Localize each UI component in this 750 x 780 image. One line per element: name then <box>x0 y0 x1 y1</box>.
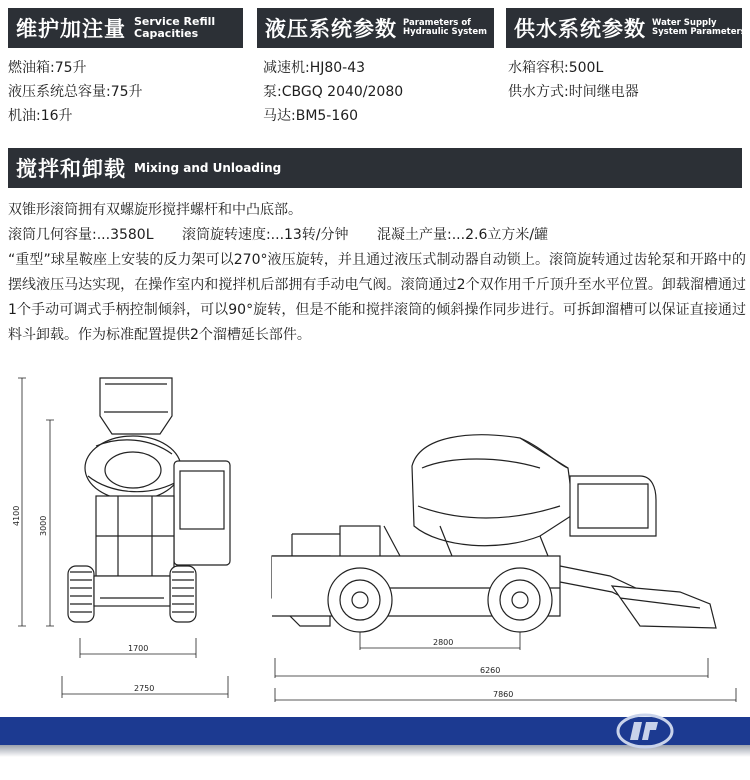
hydraulic-item-reducer: 减速机:HJ80-43 <box>263 60 366 76</box>
hydraulic-list <box>263 56 403 128</box>
mixing-intro: 双锥形滚筒拥有双螺旋形搅拌螺杆和中凸底部。 <box>8 202 302 218</box>
refill-title: 维护加注量 <box>16 17 126 41</box>
water-title: 供水系统参数 <box>514 17 646 41</box>
water-item-supply: 供水方式:时间继电器 <box>508 84 639 100</box>
water-list <box>508 56 639 104</box>
refill-item-oil: 机油:16升 <box>8 108 73 124</box>
dim-overall-length: 7860 <box>493 690 514 699</box>
dim-overall-width: 2750 <box>134 684 155 693</box>
hydraulic-item-motor: 马达:BM5-160 <box>263 108 359 124</box>
mixing-specs <box>8 223 746 248</box>
brand-logo-icon <box>616 712 674 750</box>
refill-title-en-line1: Service Refill <box>134 15 216 28</box>
refill-item-hydraulic: 液压系统总容量:75升 <box>8 84 143 100</box>
water-title-en <box>652 19 746 38</box>
side-view <box>272 435 736 702</box>
hydraulic-title-en <box>403 19 487 38</box>
water-title-en-line1: Water Supply <box>652 17 717 28</box>
refill-title-en <box>134 16 215 40</box>
dim-track-width: 1700 <box>128 644 149 653</box>
dim-body-length: 6260 <box>480 666 501 675</box>
mixing-body: “重型”球星鞍座上安装的反力架可以270°液压旋转，并且通过液压式制动器自动锁上。滚筒旋转通过齿轮泵和开路中的摆线液压马达实现，在操作室内和搅拌机后部拥有手动电气阀。滚筒通过2个双作用千斤顶升至水平位置。卸载溜槽通过1个手动可调式手柄控制倾斜，可以90°旋转，但是不能和搅拌滚筒的倾斜操作同步进行。可拆卸溜槽可以保证直接通过料斗卸载。作为标准配置提供2个溜槽延长部件。 <box>8 252 746 343</box>
mixing-title: 搅拌和卸载 <box>16 157 126 181</box>
mixer-technical-drawing <box>0 376 750 716</box>
refill-list <box>8 56 143 128</box>
mixing-header <box>8 148 742 188</box>
hydraulic-title: 液压系统参数 <box>265 17 397 41</box>
water-title-en-line2: System Parameters <box>652 27 746 37</box>
refill-header <box>8 8 243 48</box>
water-header <box>506 8 746 48</box>
water-item-tank: 水箱容积:500L <box>508 60 604 76</box>
mixing-title-en: Mixing and Unloading <box>134 161 282 175</box>
concrete-output: 混凝土产量:...2.6立方米/罐 <box>377 227 549 243</box>
dim-height-body: 3000 <box>39 515 48 536</box>
hydraulic-title-en-line1: Parameters of <box>403 17 471 28</box>
dim-height-total: 4100 <box>12 505 21 526</box>
hydraulic-header <box>257 8 494 48</box>
hydraulic-title-en-line2: Hydraulic System <box>403 27 487 37</box>
mixing-description <box>8 198 746 348</box>
drum-speed: 滚筒旋转速度:...13转/分钟 <box>181 227 349 243</box>
drum-capacity: 滚筒几何容量:...3580L <box>8 227 154 243</box>
front-view <box>18 378 230 698</box>
refill-title-en-line2: Capacities <box>134 27 199 40</box>
hydraulic-item-pump: 泵:CBGQ 2040/2080 <box>263 84 404 100</box>
refill-item-fuel: 燃油箱:75升 <box>8 60 87 76</box>
dim-wheelbase: 2800 <box>433 638 454 647</box>
